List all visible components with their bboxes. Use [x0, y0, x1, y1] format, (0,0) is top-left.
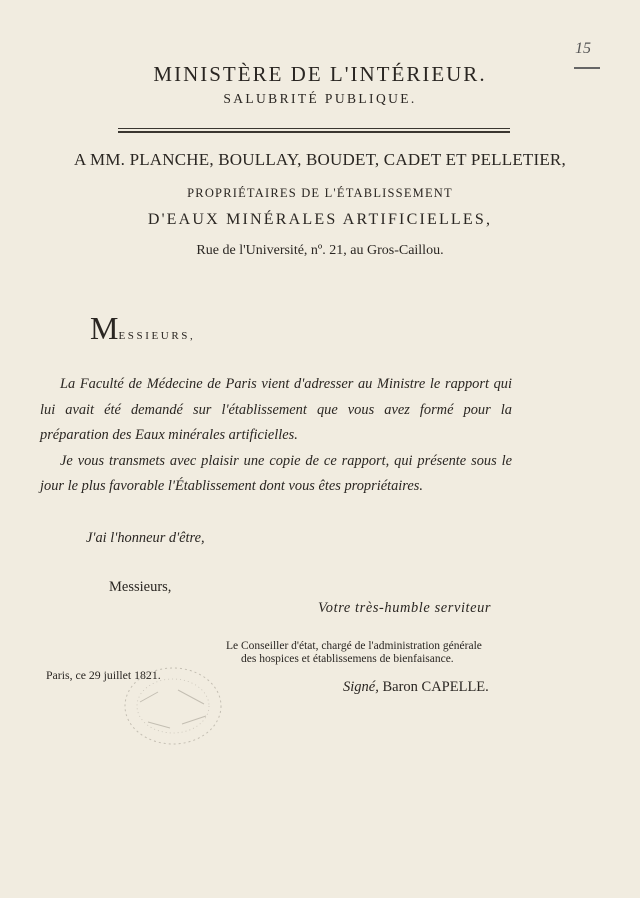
place-date: Paris, ce 29 juillet 1821.	[46, 668, 161, 682]
header-rule-thin	[118, 128, 510, 129]
closing-honour: J'ai l'honneur d'être,	[86, 530, 205, 546]
signatory-title-1: Le Conseiller d'état, chargé de l'administration générale	[226, 640, 482, 652]
closing-servant: Votre très-humble serviteur	[318, 600, 492, 616]
establishment-line: D'EAUX MINÉRALES ARTIFICIELLES,	[147, 211, 493, 228]
street-address: Rue de l'Université, nº. 21, au Gros-Caillou.	[196, 243, 444, 258]
signatory-title-2: des hospices et établissemens de bienfaisance.	[241, 653, 454, 665]
body-paragraph-1: La Faculté de Médecine de Paris vient d'adresser au Ministre le rapport qui lui avait été demandé sur l'établissement que vous avez formé pour la préparation des Eaux minérales artificielles.	[40, 376, 512, 443]
faded-stamp	[118, 662, 228, 750]
letter-body	[40, 372, 512, 500]
body-paragraph-2: Je vous transmets avec plaisir une copie de ce rapport, qui présente sous le jour le plus favorable l'Établissement dont vous êtes propriétaires.	[40, 452, 512, 494]
signed-word: Signé,	[343, 679, 379, 695]
addressees-line: A MM. PLANCHE, BOULLAY, BOUDET, CADET ET PELLETIER,	[74, 150, 566, 169]
salutation	[90, 312, 195, 344]
ministry-heading: MINISTÈRE DE L'INTÉRIEUR.	[153, 62, 487, 86]
salutation-initial: M	[90, 310, 119, 346]
header-rule-thick	[118, 131, 510, 133]
owners-line: PROPRIÉTAIRES DE L'ÉTABLISSEMENT	[187, 186, 453, 200]
closing-messieurs: Messieurs,	[109, 579, 172, 595]
department-subheading: SALUBRITÉ PUBLIQUE.	[223, 91, 417, 106]
salutation-rest: ESSIEURS,	[118, 330, 196, 342]
signatory-name: Baron CAPELLE.	[382, 679, 489, 695]
margin-note: 15	[575, 40, 591, 57]
signature-line	[343, 679, 489, 696]
